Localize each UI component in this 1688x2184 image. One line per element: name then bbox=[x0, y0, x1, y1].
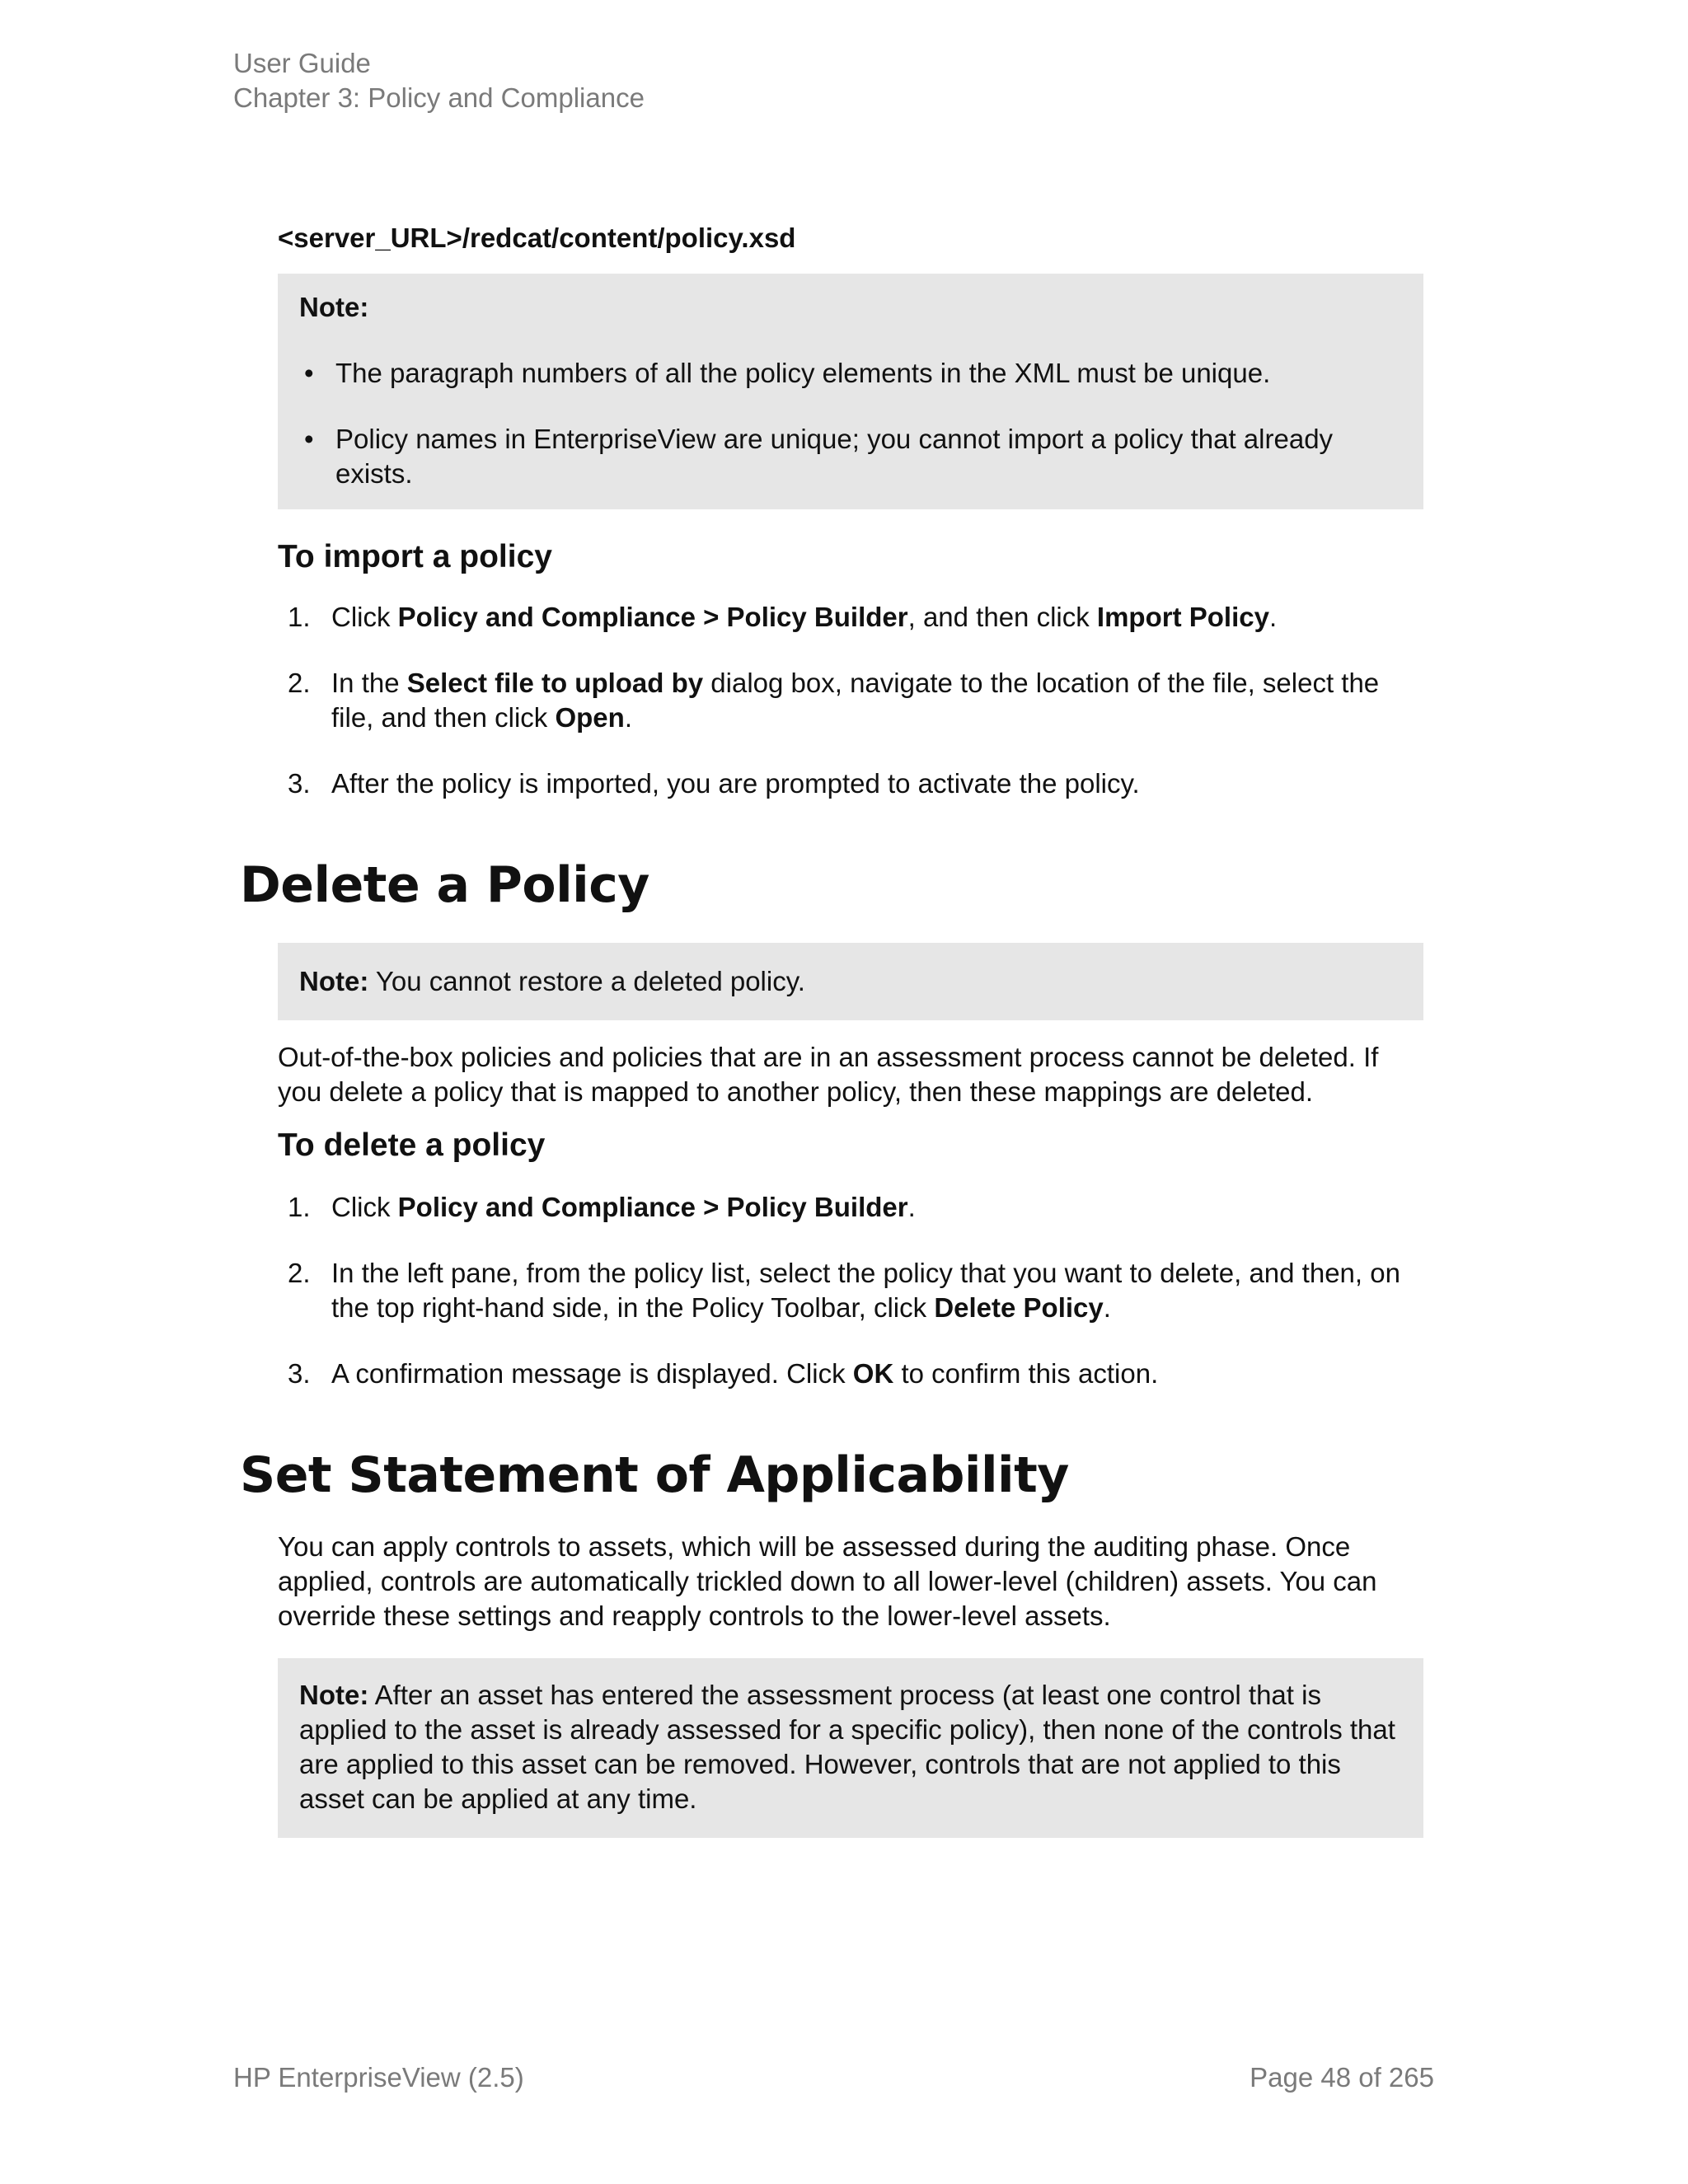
soa-section-title: Set Statement of Applicability bbox=[240, 1446, 1069, 1504]
menu-path: Policy and Compliance > Policy Builder bbox=[397, 602, 908, 632]
footer-page-number: Page 48 of 265 bbox=[1250, 2062, 1434, 2093]
ui-label: OK bbox=[852, 1358, 894, 1389]
step-number: 3. bbox=[288, 768, 311, 799]
import-step: 1. Click Policy and Compliance > Policy Builder, and then click Import Policy. bbox=[278, 600, 1423, 635]
header-chapter: Chapter 3: Policy and Compliance bbox=[233, 82, 645, 113]
delete-heading: To delete a policy bbox=[278, 1127, 546, 1163]
note-box-delete: Note: You cannot restore a deleted policy. bbox=[278, 943, 1423, 1020]
step-number: 2. bbox=[288, 1258, 311, 1288]
delete-steps bbox=[278, 1190, 1423, 1391]
page-content bbox=[240, 221, 1423, 1838]
step-number: 1. bbox=[288, 602, 311, 632]
import-heading: To import a policy bbox=[278, 539, 552, 574]
page-header bbox=[233, 46, 645, 115]
delete-step: 1. Click Policy and Compliance > Policy Builder. bbox=[278, 1190, 1423, 1225]
delete-step: 2. In the left pane, from the policy list, select the policy that you want to delete, and then, on the top right-hand side, in the Policy Toolbar, click Delete Policy. bbox=[288, 1258, 1400, 1323]
note-box-import bbox=[278, 274, 1423, 509]
delete-step: 3. A confirmation message is displayed. Click OK to confirm this action. bbox=[278, 1357, 1423, 1391]
step-number: 3. bbox=[288, 1358, 311, 1389]
ui-label: Select file to upload by bbox=[406, 668, 704, 698]
note-bullet: • The paragraph numbers of all the policy elements in the XML must be unique. bbox=[299, 356, 1402, 391]
ui-label: Delete Policy bbox=[934, 1292, 1104, 1323]
note-label: Note: bbox=[299, 292, 369, 322]
footer-product: HP EnterpriseView (2.5) bbox=[233, 2062, 524, 2093]
step-number: 1. bbox=[288, 1192, 311, 1222]
note-bullet-list bbox=[299, 356, 1402, 491]
import-step: 3. After the policy is imported, you are prompted to activate the policy. bbox=[278, 766, 1423, 801]
note-bullet: • Policy names in EnterpriseView are unique; you cannot import a policy that already exists. bbox=[299, 422, 1402, 491]
delete-paragraph: Out-of-the-box policies and policies that are in an assessment process cannot be deleted. If you delete a policy that is mapped to another policy, then these mappings are deleted. bbox=[278, 1042, 1379, 1107]
ui-label: Import Policy bbox=[1096, 602, 1269, 632]
note-label: Note: bbox=[299, 966, 369, 996]
import-step: 2. In the Select file to upload by dialog box, navigate to the location of the file, select the file, and then click Open. bbox=[288, 668, 1380, 733]
header-doc-title: User Guide bbox=[233, 48, 371, 78]
menu-path: Policy and Compliance > Policy Builder bbox=[397, 1192, 908, 1222]
step-number: 2. bbox=[288, 668, 311, 698]
import-steps bbox=[278, 600, 1423, 801]
soa-paragraph: You can apply controls to assets, which will be assessed during the auditing phase. Once applied, controls are automatically trickled down to all lower-level (children) assets. You can override these settings and reapply controls to the lower-level assets. bbox=[278, 1531, 1377, 1631]
note-label: Note: bbox=[299, 1680, 369, 1710]
delete-section-title: Delete a Policy bbox=[240, 856, 649, 914]
ui-label: Open bbox=[555, 702, 625, 733]
schema-path: <server_URL>/redcat/content/policy.xsd bbox=[278, 223, 796, 253]
note-box-soa: Note: After an asset has entered the assessment process (at least one control that is applied to the asset is already assessed for a specific policy), then none of the controls that are applied to this asset can be removed. However, controls that are not applied to this asset can be applied at any time. bbox=[278, 1658, 1423, 1838]
